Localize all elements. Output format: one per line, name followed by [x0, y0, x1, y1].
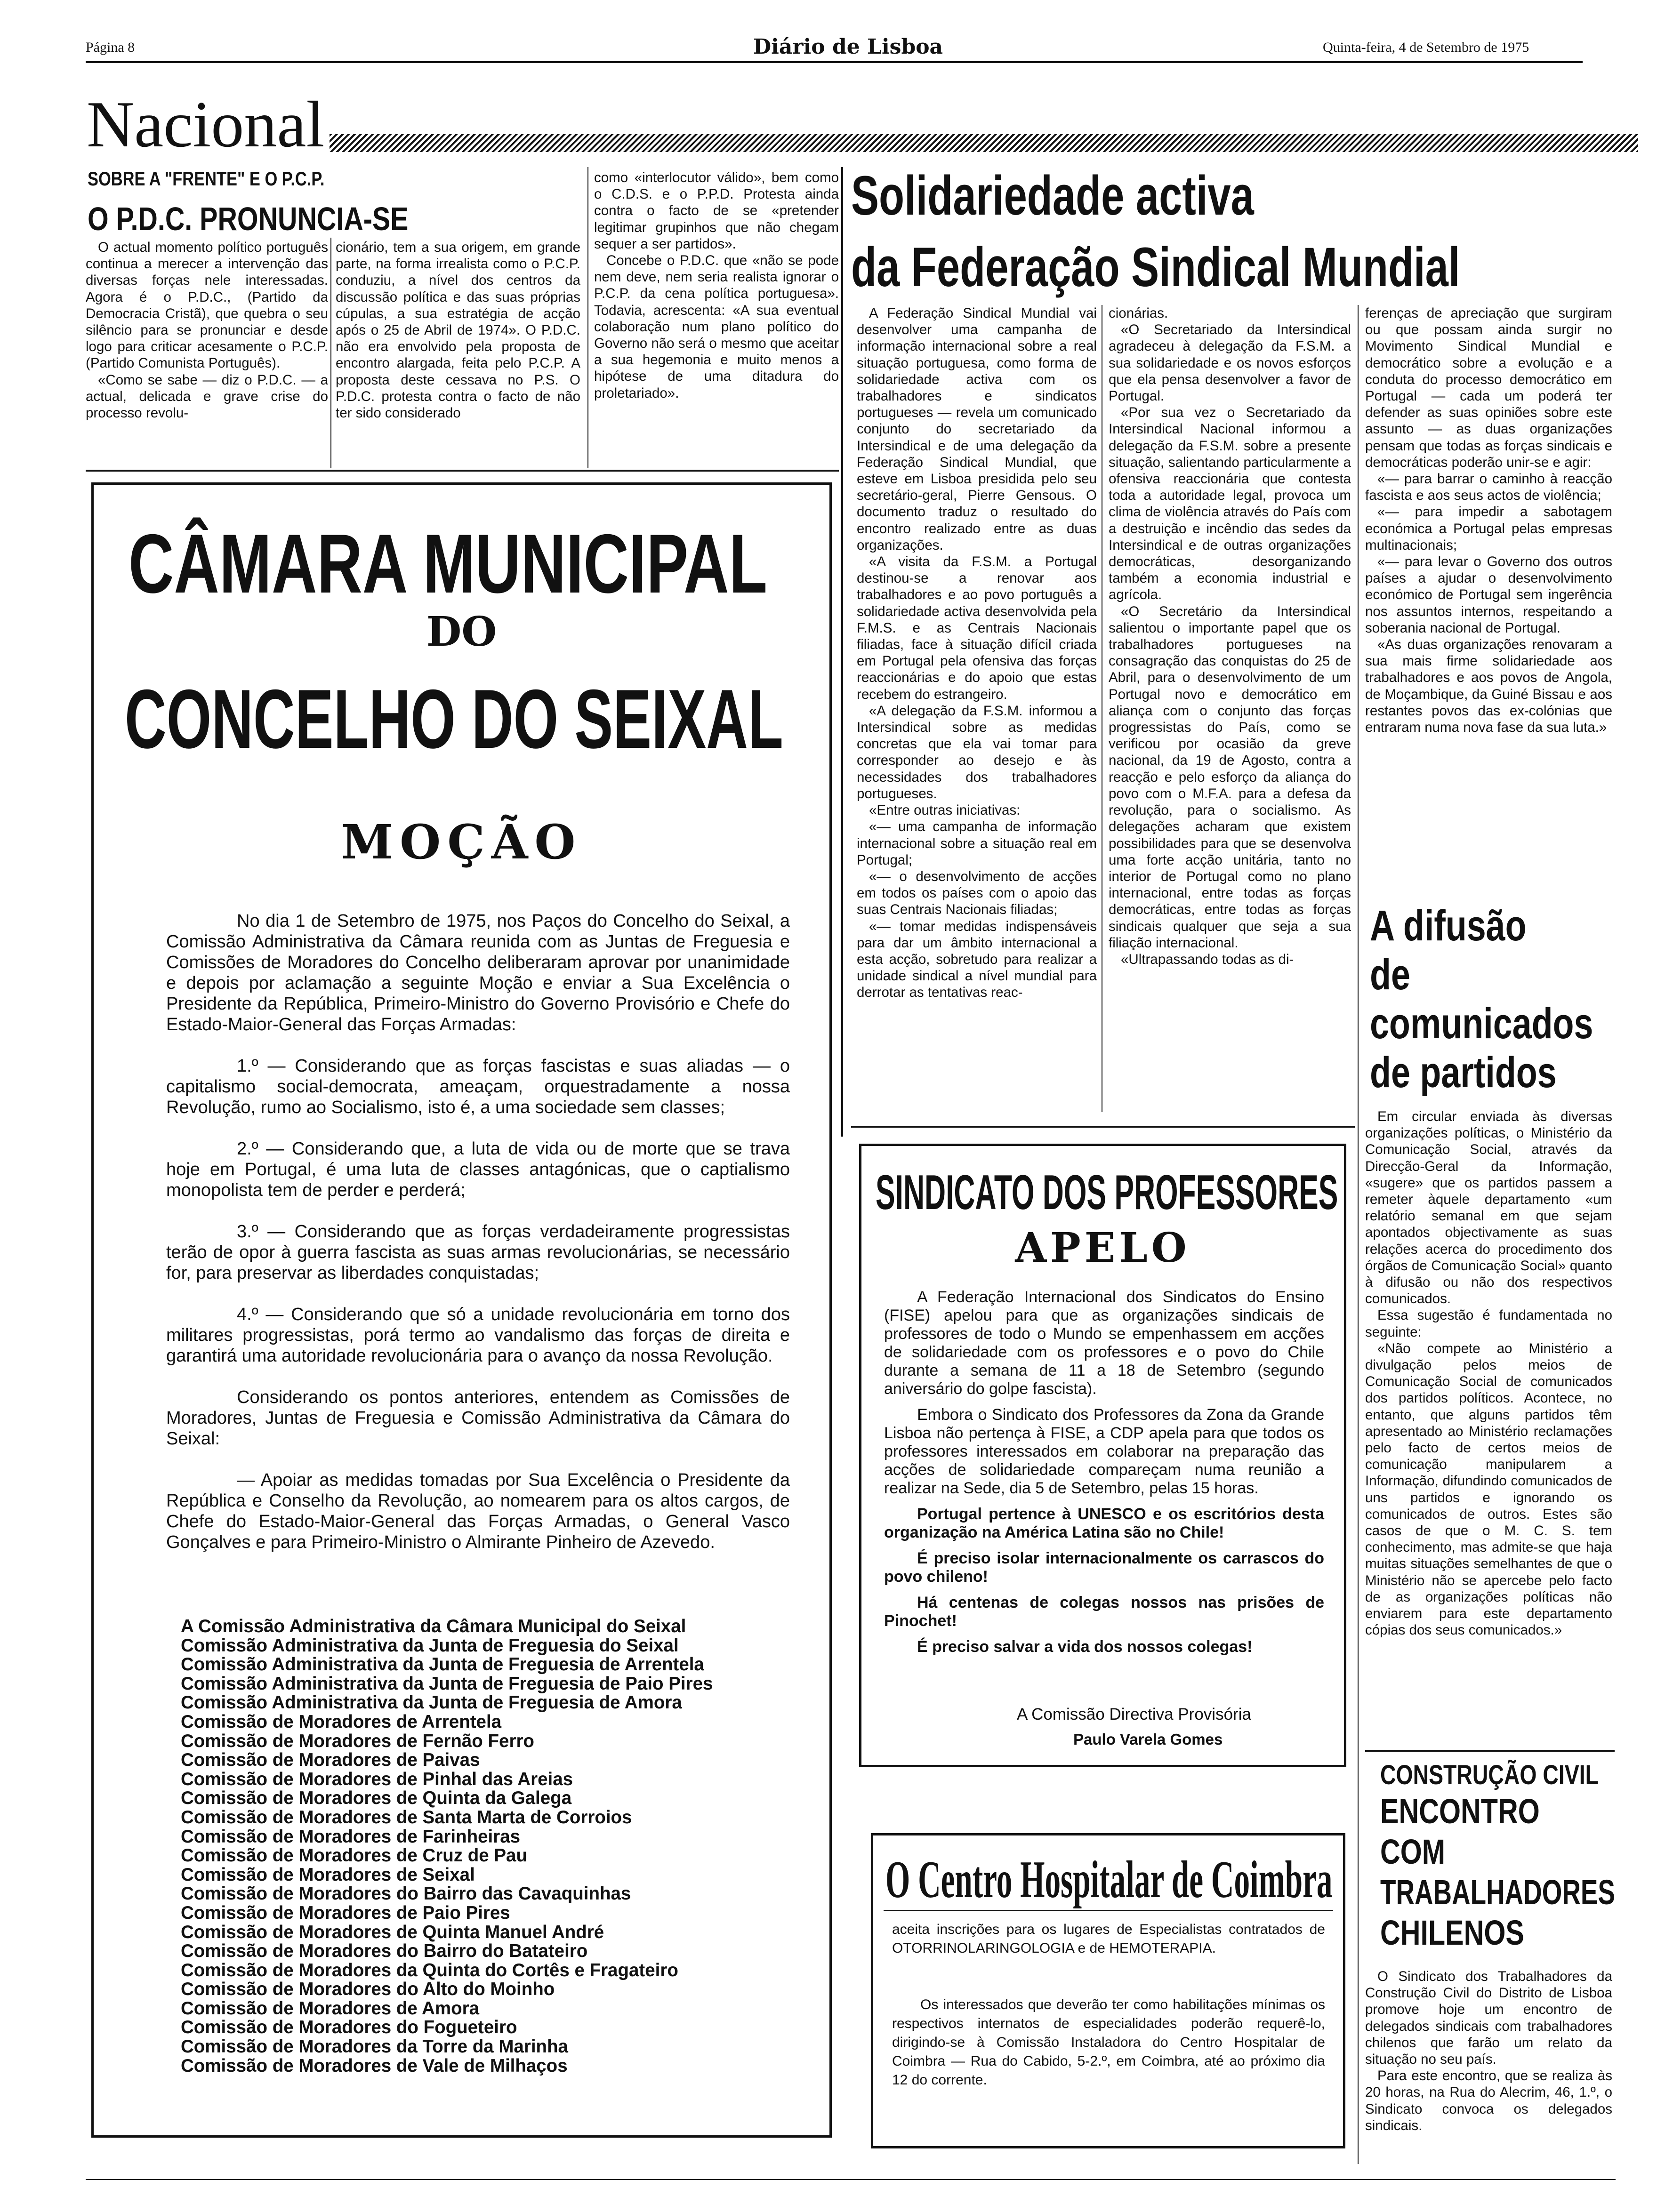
- signatory-line: Comissão de Moradores da Quinta do Cortês e Fragateiro: [181, 1960, 678, 1980]
- fsm-headline-line-2: da Federação Sindical Mundial: [851, 236, 1460, 298]
- professores-paragraph: É preciso salvar a vida dos nossos colegas!: [917, 1638, 1253, 1656]
- signatory-line: A Comissão Administrativa da Câmara Municipal do Seixal: [181, 1616, 686, 1636]
- fsm-paragraph: «Entre outras iniciativas:: [869, 802, 1021, 818]
- fsm-paragraph: cionárias.: [1109, 305, 1168, 321]
- signatory-line: Comissão de Moradores de Paio Pires: [181, 1902, 510, 1923]
- signatory-line: Comissão de Moradores de Santa Marta de Corroios: [181, 1807, 632, 1827]
- signatory-line: Comissão de Moradores de Pinhal das Areias: [181, 1769, 573, 1789]
- fsm-column-rule-2: [1358, 305, 1359, 2164]
- mocao-paragraph: 1.º — Considerando que as forças fascistas e suas aliadas — o capitalismo social-democrata, ameaçam, orquestradamente a nossa Revolução, rumo ao Socialismo, isto é, a uma sociedade sem classes;: [166, 1056, 790, 1117]
- fsm-paragraph: «As duas organizações renovaram a sua mais firme solidariedade aos trabalhadores e aos povos de Angola, de Moçambique, da Guiné Bissau e aos restantes povos das ex-colónias que entraram numa nova fase da sua luta.»: [1365, 637, 1612, 736]
- section-column-rule: [841, 167, 843, 1137]
- pdc-paragraph: «Como se sabe — diz o P.D.C. — a actual, delicada e grave crise do processo revolu-: [86, 372, 328, 421]
- difusao-paragraph: «Não compete ao Ministério a divulgação pelos meios de Comunicação Social de comunicados dos partidos políticos. Acontece, no entanto, que alguns partidos têm apresentado ao Ministério reclamações pelo facto de certos meios de comunicação manipularem a Informação, difundindo comunicados de uns partidos e ignorando os comunicados de outros. Estes são casos de que o M. C. S. tem conhecimento, mas admite-se que haja muitas situações semelhantes de que o Ministério não se apercebe pelo facto de as organizações políticas não enviarem para este departamento cópias dos seus comunicados.»: [1365, 1340, 1612, 1638]
- professores-title: SINDICATO DOS PROFESSORES: [876, 1165, 1338, 1220]
- page-bottom-rule: [86, 2179, 1616, 2180]
- construcao-headline: [1380, 1759, 1616, 1953]
- fsm-column-3: [1365, 305, 1612, 736]
- coimbra-title: O Centro Hospitalar de Coimbra: [885, 1851, 1333, 1909]
- masthead: Diário de Lisboa: [753, 35, 943, 59]
- signatory-line: Comissão de Moradores do Fogueteiro: [181, 2017, 517, 2038]
- signatory-line: Comissão de Moradores do Bairro do Batateiro: [181, 1941, 588, 1962]
- signatory-line: Comissão de Moradores de Cruz de Pau: [181, 1845, 527, 1866]
- apelo-subtitle: APELO: [1015, 1224, 1190, 1272]
- signatory-line: Comissão de Moradores de Arrentela: [181, 1711, 502, 1732]
- fsm-paragraph: «O Secretário da Intersindical salientou o importante papel que os trabalhadores portugueses na consagração das conquistas do 25 de Abril, para o desenvolvimento de um Portugal novo e democrático em aliança com o conjunto das forças progressistas do País, como se verificou por ocasião da greve nacional, da 19 de Agosto, contra a reacção e pelo esforço da aliança do povo com o M.F.A. para a defesa da revolução, para o socialismo. As delegações acharam que existem possibilidades para que se desenvolva uma forte acção unitária, tanto no interior de Portugal como no plano internacional, entre todas as forças democráticas, entre todas as forças sindicais qualquer que seja a sua filiação internacional.: [1109, 603, 1351, 951]
- professores-apelo-box: [859, 1144, 1346, 1767]
- difusao-headline-line: de: [1370, 951, 1410, 999]
- pdc-column-3: [594, 169, 839, 401]
- mocao-paragraph: 3.º — Considerando que as forças verdadeiramente progressistas terão de opor à guerra fascista as suas armas revolucionárias, se necessário for, para preservar as liberdades conquistadas;: [166, 1222, 790, 1283]
- mocao-paragraph: Considerando os pontos anteriores, entendem as Comissões de Moradores, Juntas de Freguesia e Comissão Administrativa da Câmara do Seixal:: [166, 1387, 790, 1449]
- professores-signature-committee: A Comissão Directiva Provisória: [1017, 1705, 1251, 1723]
- camara-mocao-box: [91, 482, 832, 2138]
- construcao-headline-line: ENCONTRO: [1380, 1792, 1540, 1831]
- pdc-paragraph: O actual momento político português continua a merecer a intervenção das diversas forças nele interessadas. Agora é o P.D.C., (Partido da Democracia Cristã), que quebra o seu silêncio para se pronunciar e desde logo para criticar acesamente o P.C.P. (Partido Comunista Português).: [86, 240, 328, 371]
- signatory-line: Comissão de Moradores de Farinheiras: [181, 1826, 521, 1847]
- pdc-paragraph: Concebe o P.D.C. que «não se pode nem deve, nem seria realista ignorar o P.C.P. da cena política portuguesa». Todavia, acrescenta: «A sua eventual colaboração num plano político do Governo não será o mesmo que aceitar a sua hegemonia e muito menos a hipótese de uma ditadura do proletariado».: [594, 253, 839, 401]
- signatory-line: Comissão de Moradores de Amora: [181, 1998, 479, 2019]
- signatory-line: Comissão Administrativa da Junta de Freguesia do Seixal: [181, 1635, 679, 1656]
- construcao-paragraph: Para este encontro, que se realiza às 20 horas, na Rua do Alecrim, 46, 1.º, o Sindicato convoca os delegados sindicais.: [1365, 2068, 1612, 2133]
- section-title: Nacional: [87, 88, 325, 161]
- fsm-paragraph: ferenças de apreciação que surgiram ou que possam ainda surgir no Movimento Sindical Mundial e democrático sobre a evolução e a conduta do processo democrático em Portugal — cada um poderá ter defender as suas opiniões sobre este assunto — as duas organizações pensam que todas as forças sindicais e democráticas poderão unir-se e agir:: [1365, 305, 1612, 470]
- professores-paragraph: Embora o Sindicato dos Professores da Zona da Grande Lisboa não pertença à FISE, a CDP apela para que todos os professores interessados em colaborar na preparação das acções de solidariedade compareçam numa reunião a realizar na Sede, dia 5 de Setembro, pelas 15 horas.: [884, 1406, 1324, 1497]
- fsm-paragraph: «Por sua vez o Secretariado da Intersindical Nacional informou a delegação da F.S.M. sobre a presente situação, salientando particularmente a ofensiva reaccionária que contesta toda a autoridade legal, provoca um clima de violência através do País com a destruição e incêndio das sedes da Intersindical e de outras organizações democráticas, desorganizando também a economia industrial e agrícola.: [1109, 405, 1351, 603]
- difusao-headline-line: comunicados: [1370, 1000, 1593, 1048]
- fsm-paragraph: «— tomar medidas indispensáveis para dar um âmbito internacional a esta acção, sobretudo para realizar a unidade sindical a nível mundial para derrotar as tentativas reac-: [857, 918, 1097, 1001]
- signatory-line: Comissão de Moradores de Vale de Milhaços: [181, 2055, 568, 2076]
- issue-date: Quinta-feira, 4 de Setembro de 1975: [1323, 40, 1529, 55]
- fsm-paragraph: «A delegação da F.S.M. informou a Intersindical sobre as medidas concretas que ela vai tomar para corresponder ao desejo e às necessidades dos trabalhadores portugueses.: [857, 703, 1097, 801]
- signatory-line: Comissão de Moradores de Fernão Ferro: [181, 1731, 534, 1751]
- professores-paragraph: Portugal pertence à UNESCO e os escritórios desta organização na América Latina são no Chile!: [884, 1505, 1324, 1541]
- difusao-headline-line: A difusão: [1370, 902, 1527, 950]
- signatory-line: Comissão de Moradores do Alto do Moinho: [181, 1979, 555, 2000]
- construcao-headline-line: TRABALHADORES: [1380, 1873, 1615, 1912]
- professores-paragraph: É preciso isolar internacionalmente os carrascos do povo chileno!: [884, 1549, 1324, 1586]
- construcao-headline-line: CHILENOS: [1380, 1913, 1524, 1952]
- fsm-paragraph: «— uma campanha de informação internacional sobre a situação real em Portugal;: [857, 819, 1097, 868]
- section-hatch-bar: [330, 134, 1638, 152]
- professores-body: [884, 1288, 1324, 1664]
- difusao-headline: [1370, 901, 1615, 1097]
- signatory-line: Comissão de Moradores de Quinta Manuel André: [181, 1922, 604, 1942]
- mocao-paragraph: — Apoiar as medidas tomadas por Sua Excelência o Presidente da República e Conselho da Revolução, ao nomearem para os altos cargos, de Chefe do Estado-Maior-General das Forças Armadas, o General Vasco Gonçalves e para Primeiro-Ministro o Almirante Pinheiro de Azevedo.: [166, 1470, 790, 1552]
- difusao-headline-line: de partidos: [1370, 1049, 1557, 1097]
- mocao-paragraph: No dia 1 de Setembro de 1975, nos Paços do Concelho do Seixal, a Comissão Administrativa da Câmara reunida com as Juntas de Freguesia e Comissões de Moradores do Concelho deliberaram aprovar por unanimidade e depois por aclamação a seguinte Moção e enviar a Sua Excelência o Presidente da República, Primeiro-Ministro do Governo Provisório e Chefe do Estado-Maior-General das Forças Armadas:: [166, 911, 790, 1034]
- construcao-body: [1365, 1968, 1612, 2134]
- mocao-subtitle: MOÇÃO: [341, 814, 582, 870]
- difusao-paragraph: Em circular enviada às diversas organizações políticas, o Ministério da Comunicação Social, através da Direcção-Geral da Informação, «sugere» que os partidos passem a remeter àquele departamento «um relatório semanal em que sejam apontados objectivamente as suas relações acerca do procedimento dos órgãos de Comunicação Social» quanto à difusão ou não dos respectivos comunicados.: [1365, 1109, 1612, 1307]
- page-number: Página 8: [86, 40, 135, 55]
- header-rule: [86, 61, 1583, 63]
- fsm-paragraph: «— para levar o Governo dos outros países a ajudar o desenvolvimento económico de Portugal sem ingerência nos assuntos internos, respeitando a soberania nacional de Portugal.: [1365, 554, 1612, 636]
- signatory-line: Comissão de Moradores do Bairro das Cavaquinhas: [181, 1883, 631, 1904]
- fsm-paragraph: «O Secretariado da Intersindical agradeceu à delegação da F.S.M. a sua solidariedade e os novos esforços que ela pensa desenvolver a favor de Portugal.: [1109, 322, 1351, 404]
- signatory-line: Comissão Administrativa da Junta de Freguesia de Arrentela: [181, 1654, 704, 1675]
- coimbra-paragraph-2: Os interessados que deverão ter como habilitações mínimas os respectivos internatos de especialidades poderão requerê-lo, dirigindo-se à Comissão Instaladora do Centro Hospitalar de Coimbra — Rua do Cabido, 5-2.º, em Coimbra, até ao próximo dia 12 do corrente.: [892, 1997, 1325, 2088]
- camara-title-concelho: CONCELHO DO SEIXAL: [125, 672, 783, 766]
- construcao-paragraph: O Sindicato dos Trabalhadores da Construção Civil do Distrito de Lisboa promove hoje um encontro de delegados sindicais com trabalhadores chilenos que farão um relato da situação no seu país.: [1365, 1969, 1612, 2068]
- fsm-paragraph: A Federação Sindical Mundial vai desenvolver uma campanha de informação internacional sobre a real situação portuguesa, como forma de solidariedade activa com os trabalhadores e sindicatos portugueses — revela um comunicado conjunto do secretariado da Intersindical e de uma delegação da Federação Sindical Mundial, que esteve em Lisboa presidida pelo seu secretário-geral, Pierre Gensous. O documento traduz o resultado do encontro realizado entre as duas organizações.: [857, 305, 1097, 553]
- signatory-line: Comissão de Moradores de Paivas: [181, 1750, 480, 1771]
- mocao-body: [166, 911, 790, 1573]
- fsm-paragraph: «— para barrar o caminho à reacção fascista e aos seus actos de violência;: [1365, 471, 1612, 504]
- coimbra-title-rule: [884, 1910, 1333, 1911]
- signatory-line: Comissão de Moradores de Seixal: [181, 1864, 475, 1885]
- pdc-paragraph: cionário, tem a sua origem, em grande parte, na forma irrealista como o P.C.P. conduziu, a nível dos centros da discussão política e das suas próprias cúpulas, a sua estratégia de acção após o 25 de Abril de 1974». O P.D.C. não era envolvido pela proposta de encontro alargada, feita pelo P.C.P. A proposta deste cessava no P.S. O P.D.C. protesta contra o facto de não ter sido considerado: [336, 240, 580, 421]
- fsm-column-2: [1109, 305, 1351, 968]
- fsm-headline-line-1: Solidariedade activa: [851, 165, 1254, 227]
- difusao-bottom-rule: [1365, 1750, 1615, 1752]
- fsm-paragraph: «— o desenvolvimento de acções em todos os países com o apoio das suas Centrais Nacionais filiadas;: [857, 868, 1097, 918]
- signatories-list: [181, 1617, 769, 2076]
- pdc-kicker: SOBRE A "FRENTE" E O P.C.P.: [88, 168, 325, 190]
- construcao-headline-line: COM: [1380, 1832, 1446, 1871]
- camara-title-do: DO: [426, 608, 497, 656]
- fsm-paragraph: «Ultrapassando todas as di-: [1121, 951, 1294, 967]
- signatory-line: Comissão de Moradores de Quinta da Galega: [181, 1788, 572, 1809]
- fsm-column-1: [857, 305, 1097, 1001]
- pdc-column-rule-2: [587, 167, 588, 468]
- pdc-column-rule-1: [330, 238, 331, 468]
- coimbra-notice-box: [871, 1833, 1345, 2148]
- difusao-paragraph: Essa sugestão é fundamentada no seguinte:: [1365, 1307, 1612, 1340]
- signatory-line: Comissão de Moradores da Torre da Marinha: [181, 2036, 568, 2057]
- mocao-paragraph: 4.º — Considerando que só a unidade revolucionária em torno dos militares progressistas, porá termo ao vandalismo das forças de direita e garantirá uma autoridade revolucionária para o avanço da nossa Revolução.: [166, 1305, 790, 1366]
- professores-signature-name: Paulo Varela Gomes: [1073, 1731, 1223, 1748]
- professores-paragraph: Há centenas de colegas nossos nas prisões de Pinochet!: [884, 1594, 1324, 1630]
- mocao-paragraph: 2.º — Considerando que, a luta de vida ou de morte que se trava hoje em Portugal, é uma luta de classes antagónicas, que o captialismo monopolista tem de perder e perderá;: [166, 1139, 790, 1200]
- signatory-line: Comissão Administrativa da Junta de Freguesia de Amora: [181, 1692, 682, 1713]
- pdc-column-2: [336, 239, 580, 421]
- construcao-headline-line: CONSTRUÇÃO CIVIL: [1380, 1760, 1599, 1790]
- pdc-headline: O P.D.C. PRONUNCIA-SE: [88, 200, 409, 237]
- fsm-bottom-rule: [851, 1126, 1355, 1128]
- pdc-column-1: [86, 239, 328, 421]
- camara-title: CÂMARA MUNICIPAL: [129, 517, 768, 610]
- signatory-line: Comissão Administrativa da Junta de Freguesia de Paio Pires: [181, 1673, 713, 1694]
- difusao-body: [1365, 1108, 1612, 1639]
- pdc-bottom-rule: [86, 470, 839, 472]
- fsm-paragraph: «A visita da F.S.M. a Portugal destinou-se a renovar aos trabalhadores e ao povo português a solidariedade activa desenvolvida pela F.M.S. e as Centrais Nacionais filiadas, face à situação difícil criada em Portugal pela ofensiva das forças reaccionárias e do apoio que estas recebem do estrangeiro.: [857, 554, 1097, 702]
- pdc-paragraph: como «interlocutor válido», bem como o C.D.S. e o P.P.D. Protesta ainda contra o facto de se «pretender legitimar grupinhos que não chegam sequer a ser partidos».: [594, 170, 839, 252]
- fsm-paragraph: «— para impedir a sabotagem económica a Portugal pelas empresas multinacionais;: [1365, 504, 1612, 553]
- professores-paragraph: A Federação Internacional dos Sindicatos do Ensino (FISE) apelou para que as organizações sindicais de professores de todo o Mundo se empenhassem em acções de solidariedade com os professores e o povo do Chile durante a semana de 11 a 18 de Setembro (segundo aniversário do golpe fascista).: [884, 1288, 1324, 1398]
- coimbra-paragraph-1: aceita inscrições para os lugares de Especialistas contratados de OTORRINOLARINGOLOGIA e de HEMOTERAPIA.: [892, 1922, 1325, 1956]
